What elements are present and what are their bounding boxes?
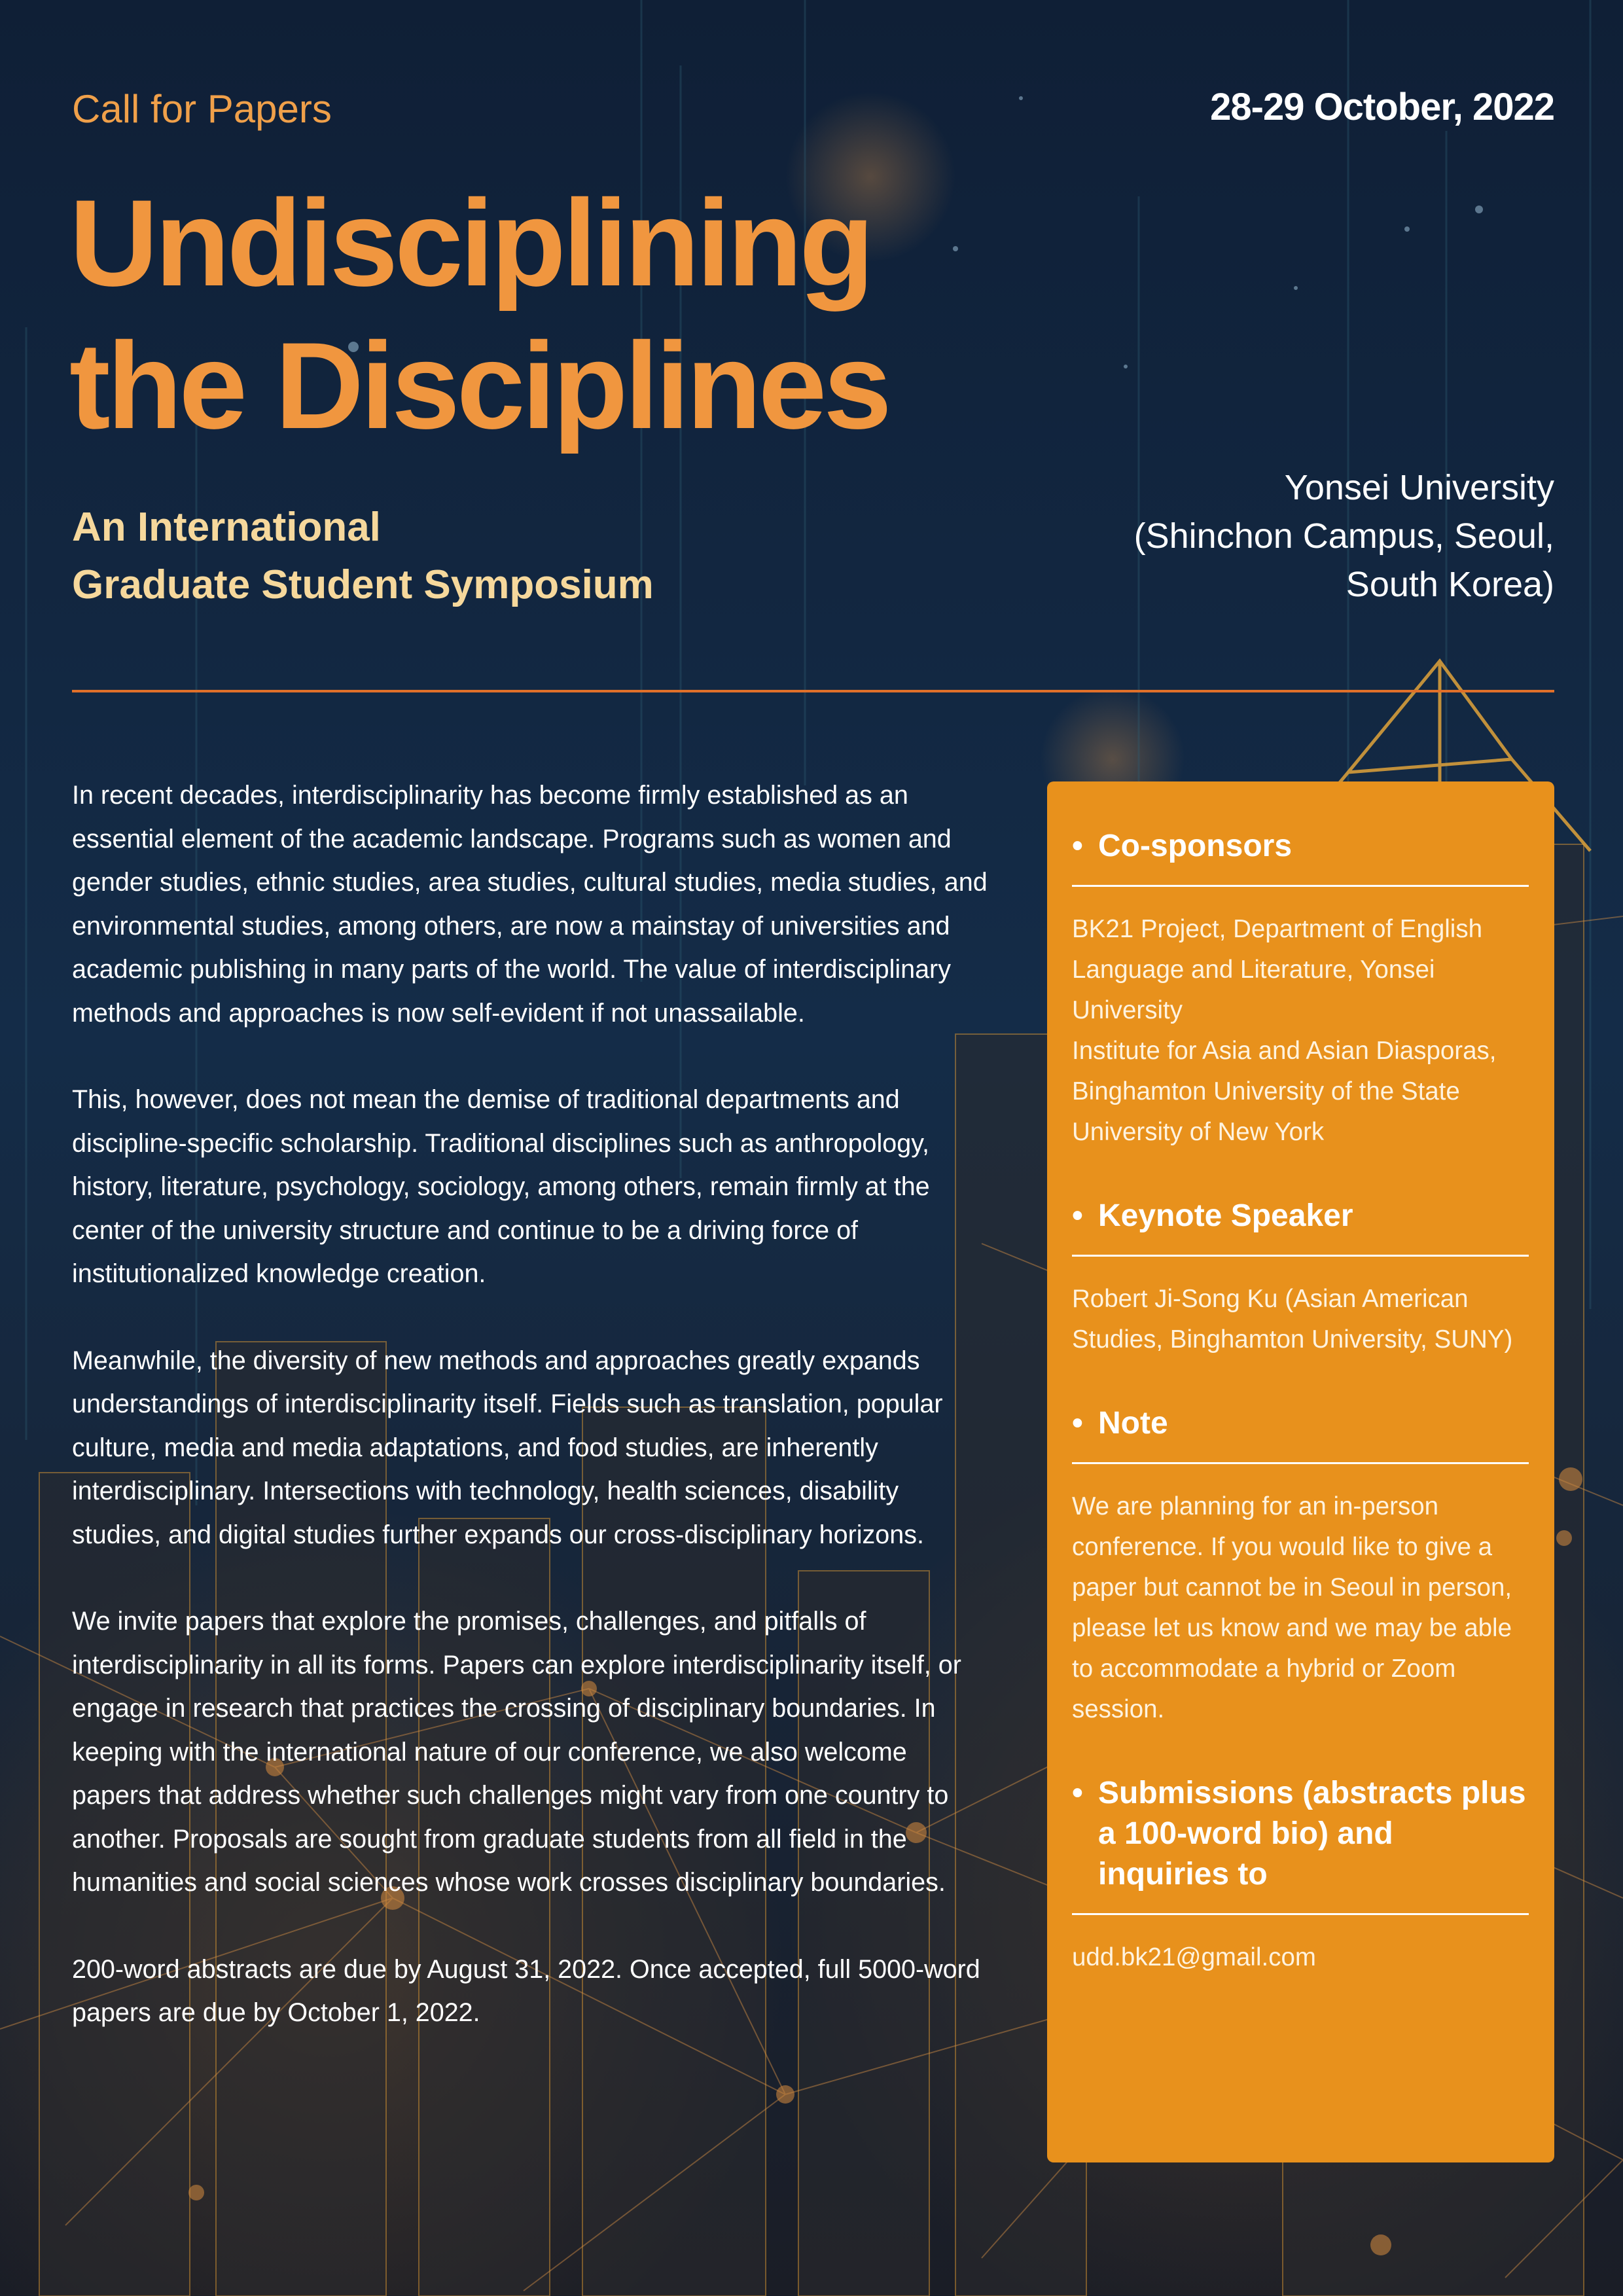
subtitle-line-1: An International xyxy=(72,505,381,550)
body-paragraph: Meanwhile, the diversity of new methods and approaches greatly expands understandings of interdisciplinarity itself. Fields such as translation, popular culture, media and media adaptations, and food studies, are inherently interdisciplinary. Intersections with technology, health sciences, disability studies, and digital studies further expands our cross-disciplinary horizons. xyxy=(72,1346,943,1549)
venue-line-3: South Korea) xyxy=(1346,565,1554,604)
call-for-papers-label: Call for Papers xyxy=(72,87,332,131)
submissions-heading xyxy=(1072,1773,1529,1915)
event-date: 28-29 October, 2022 xyxy=(1210,86,1554,128)
subtitle-line-2: Graduate Student Symposium xyxy=(72,562,654,607)
note-text: We are planning for an in-person conference. If you would like to give a paper but cannot be in Seoul in person, please let us know and we may be able to accommodate a hybrid or Zoom session. xyxy=(1072,1492,1512,1723)
bullet-icon: • xyxy=(1072,1198,1083,1233)
keynote-section xyxy=(1072,1196,1529,1360)
title-line-1: Undisciplining xyxy=(69,174,872,312)
bullet-icon: • xyxy=(1072,1776,1083,1810)
body-paragraph: 200-word abstracts are due by August 31, 2022. Once accepted, full 5000-word papers are due by October 1, 2022. xyxy=(72,1954,980,2027)
poster-subtitle xyxy=(72,499,654,614)
submissions-email[interactable]: udd.bk21@gmail.com xyxy=(1072,1943,1316,1971)
info-panel xyxy=(1047,781,1554,2162)
note-heading xyxy=(1072,1403,1529,1464)
body-text xyxy=(72,774,988,2078)
divider xyxy=(72,690,1554,692)
note-heading-text: Note xyxy=(1098,1406,1168,1441)
cosponsors-heading-text: Co-sponsors xyxy=(1098,829,1293,863)
submissions-section xyxy=(1072,1773,1529,1978)
submissions-heading-text: Submissions (abstracts plus a 100-word bio) and inquiries to xyxy=(1098,1776,1526,1892)
cosponsor-line: BK21 Project, Department of English Language and Literature, Yonsei University xyxy=(1072,915,1483,1024)
keynote-heading xyxy=(1072,1196,1529,1257)
body-paragraph: This, however, does not mean the demise of traditional departments and discipline-specific scholarship. Traditional disciplines such as anthropology, history, literature, psychology, sociology, among others, remain firmly at the center of the university structure and continue to be a driving force of institutionalized knowledge creation. xyxy=(72,1085,930,1288)
venue-line-1: Yonsei University xyxy=(1284,468,1554,507)
cosponsors-text xyxy=(1072,909,1529,1153)
keynote-text: Robert Ji-Song Ku (Asian American Studies, Binghamton University, SUNY) xyxy=(1072,1285,1513,1354)
keynote-heading-text: Keynote Speaker xyxy=(1098,1198,1353,1233)
venue-line-2: (Shinchon Campus, Seoul, xyxy=(1133,516,1554,556)
cosponsor-line: Institute for Asia and Asian Diasporas, Binghamton University of the State University of New York xyxy=(1072,1037,1497,1146)
bullet-icon: • xyxy=(1072,1406,1083,1441)
cosponsors-heading xyxy=(1072,826,1529,887)
poster-title xyxy=(69,171,889,457)
title-line-2: the Disciplines xyxy=(69,317,889,454)
body-paragraph: In recent decades, interdisciplinarity has become firmly established as an essential element of the academic landscape. Programs such as women and gender studies, ethnic studies, area studies, cultural studies, media studies, and environmental studies, among others, are now a mainstay of universities and academic publishing in many parts of the world. The value of interdisciplinary methods and approaches is now self-evident if not unassailable. xyxy=(72,781,988,1028)
cosponsors-section xyxy=(1072,826,1529,1153)
note-section xyxy=(1072,1403,1529,1730)
bullet-icon: • xyxy=(1072,829,1083,863)
venue xyxy=(1134,463,1554,609)
body-paragraph: We invite papers that explore the promises, challenges, and pitfalls of interdisciplinarity in all its forms. Papers can explore interdisciplinarity itself, or engage in research that practices the crossing of disciplinary boundaries. In keeping with the international nature of our conference, we also welcome papers that address whether such challenges might vary from one country to another. Proposals are sought from graduate students from all field in the humanities and social sciences whose work crosses disciplinary boundaries. xyxy=(72,1607,961,1897)
